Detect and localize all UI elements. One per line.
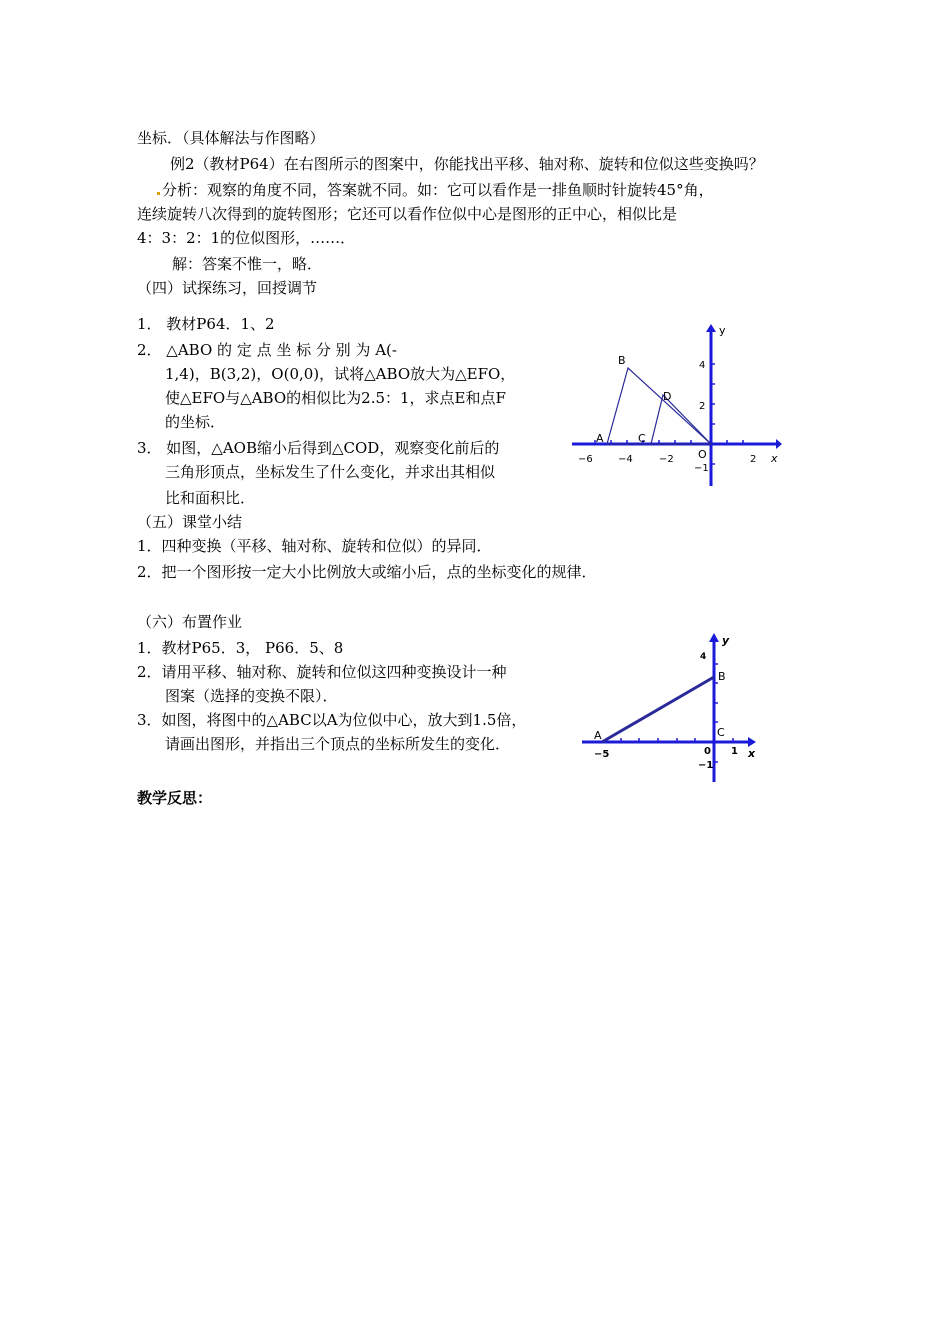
reflection-heading: 教学反思： (137, 789, 213, 807)
x-axis-arrow-icon (748, 737, 756, 747)
y-axis-arrow-icon (709, 633, 719, 642)
triangle-aob (607, 368, 711, 444)
figure-triangle-abc (580, 630, 765, 785)
text-line: 解：答案不惟一，略． (172, 255, 323, 273)
text-line: 3．如图，将图中的△ABC以A为位似中心，放大到1.5倍， (137, 711, 527, 729)
tick-label: 1 (731, 746, 738, 757)
text-line (155, 180, 714, 200)
mark-dot (157, 192, 160, 195)
text-line: 的坐标． (165, 413, 226, 431)
x-axis-arrow-icon (776, 439, 782, 449)
tick-label: −1 (698, 760, 714, 771)
text-line: 2．请用平移、轴对称、旋转和位似这四种变换设计一种 (137, 663, 507, 681)
segment-ab (602, 677, 714, 742)
origin-label: 0 (704, 746, 711, 757)
label-d: D (663, 390, 672, 403)
label-c: C (717, 726, 725, 739)
text-span: 分析：观察的角度不同，答案就不同。如：它可以看作是一排鱼顺时针旋转45°角， (162, 181, 714, 199)
section-heading: （四）试探练习，回授调节 (137, 279, 318, 297)
tick-label: −4 (618, 454, 633, 465)
tick-label: 4 (699, 360, 706, 371)
tick-label: −5 (594, 749, 610, 760)
text-line: 使△EFO与△ABO的相似比为2.5：1，求点E和点F (165, 389, 506, 407)
text-line: 三角形顶点，坐标发生了什么变化，并求出其相似 (165, 463, 496, 481)
text-line: 3． 如图，△AOB缩小后得到△COD，观察变化前后的 (137, 439, 500, 457)
tick-label: −2 (659, 454, 674, 465)
text-line: 图案（选择的变换不限）． (165, 687, 338, 705)
label-y: y (722, 634, 730, 647)
tick-label: 4 (700, 652, 707, 662)
text-line: 1．四种变换（平移、轴对称、旋转和位似）的异同． (137, 537, 492, 555)
text-line: 坐标．（具体解法与作图略） (137, 129, 325, 147)
tick-label: −6 (578, 454, 593, 465)
text-line: 2．把一个图形按一定大小比例放大或缩小后，点的坐标变化的规律． (137, 563, 597, 581)
text-line: 请画出图形，并指出三个顶点的坐标所发生的变化． (165, 735, 511, 753)
text-line: 4：3：2：1的位似图形，……． (137, 229, 356, 247)
figure-triangle-aob (568, 320, 783, 490)
section-heading: （六）布置作业 (137, 613, 243, 631)
label-o: O (698, 448, 707, 461)
text-line: 连续旋转八次得到的旋转图形；它还可以看作位似中心是图形的正中心，相似比是 (137, 205, 678, 223)
label-a: A (594, 729, 602, 742)
label-y: y (719, 324, 726, 337)
label-b: B (718, 670, 726, 683)
tick-label: 2 (750, 454, 757, 465)
text-line: 1,4)，B(3,2)，O(0,0)，试将△ABO放大为△EFO， (165, 365, 516, 383)
label-a: A (596, 432, 604, 445)
text-line: 1． 教材P64．1、2 (137, 315, 275, 333)
tick-label: 2 (699, 401, 706, 412)
label-x: x (771, 452, 778, 465)
label-c: C (638, 432, 646, 445)
text-line: 例2（教材P64）在右图所示的图案中，你能找出平移、轴对称、旋转和位似这些变换吗？ (170, 155, 764, 173)
label-b: B (618, 354, 626, 367)
text-line: 比和面积比． (165, 489, 256, 507)
text-line: 1．教材P65．3， P66．5、8 (137, 639, 344, 657)
label-x: x (748, 747, 756, 760)
y-axis-arrow-icon (706, 324, 716, 332)
section-heading: （五）课堂小结 (137, 513, 243, 531)
text-line: 2． △ABO 的 定 点 坐 标 分 别 为 A(- (137, 341, 397, 359)
tick-label: −1 (694, 463, 709, 474)
